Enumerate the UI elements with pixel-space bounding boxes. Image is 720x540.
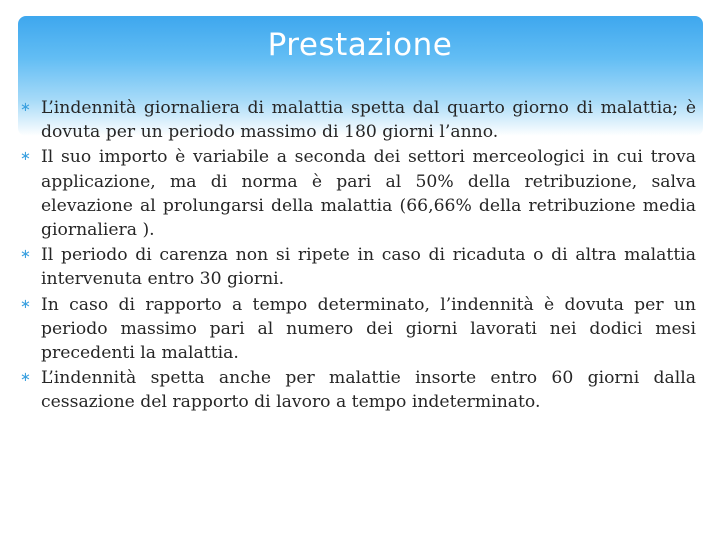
bullet-text: Il periodo di carenza non si ripete in caso di ricaduta o di altra malattia intervenuta entro 30 giorni. [41,245,696,290]
asterisk-bullet-icon: ∗ [20,296,31,312]
bullet-item [20,293,696,366]
bullet-text: L’indennità spetta anche per malattie insorte entro 60 giorni dalla cessazione del rapporto di lavoro a tempo indeterminato. [41,368,696,413]
asterisk-bullet-icon: ∗ [20,149,31,165]
bullet-item [20,145,696,242]
asterisk-bullet-icon: ∗ [20,370,31,386]
slide-title: Prestazione [267,27,453,63]
asterisk-bullet-icon: ∗ [20,247,31,263]
bullet-item [20,366,696,414]
bullet-item [20,96,696,144]
bullet-text: L’indennità giornaliera di malattia spetta dal quarto giorno di malattia; è dovuta per un periodo massimo di 180 giorni l’anno. [41,98,696,143]
bullet-list [20,96,696,416]
bullet-text: Il suo importo è variabile a seconda dei settori merceologici in cui trova applicazione, ma di norma è pari al 50% della retribuzione, salva elevazione al prolungarsi della malattia (66,66% della retribuzione media giornaliera ). [41,147,696,241]
bullet-item [20,243,696,291]
bullet-text: In caso di rapporto a tempo determinato, l’indennità è dovuta per un periodo massimo pari al numero dei giorni lavorati nei dodici mesi precedenti la malattia. [41,294,696,364]
asterisk-bullet-icon: ∗ [20,100,31,115]
